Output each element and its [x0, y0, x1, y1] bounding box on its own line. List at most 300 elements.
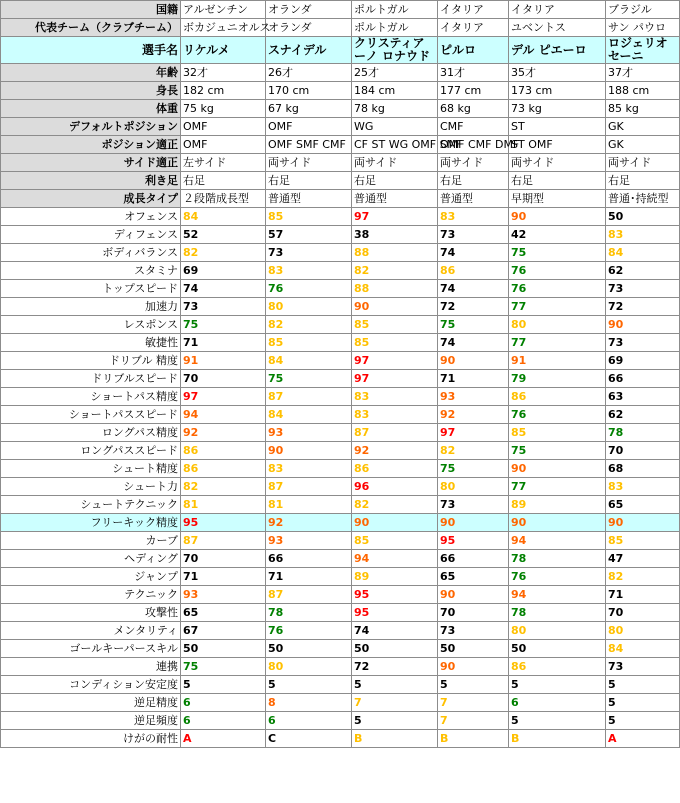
stat-value: A — [181, 730, 266, 748]
stat-value: 75 — [438, 316, 509, 334]
row-header: サイド適正 — [1, 154, 181, 172]
stat-value: 90 — [438, 352, 509, 370]
stat-value: 38 — [352, 226, 438, 244]
info-cell: 78 kg — [352, 100, 438, 118]
info-cell: ST — [509, 118, 606, 136]
stat-value: 77 — [509, 478, 606, 496]
stat-value: 74 — [438, 280, 509, 298]
stat-row — [1, 406, 680, 424]
info-cell: イタリア — [438, 19, 509, 37]
stat-value: 70 — [181, 550, 266, 568]
stat-value: 66 — [606, 370, 680, 388]
row-header: 国籍 — [1, 1, 181, 19]
stat-value: 82 — [606, 568, 680, 586]
stat-value: 75 — [181, 658, 266, 676]
stat-value: 82 — [352, 496, 438, 514]
stat-value: 78 — [266, 604, 352, 622]
stat-value: 74 — [438, 334, 509, 352]
stat-value: 86 — [509, 388, 606, 406]
stat-value: 73 — [606, 334, 680, 352]
stat-label: ショートパススピード — [1, 406, 181, 424]
stat-value: 71 — [266, 568, 352, 586]
stat-value: 86 — [509, 658, 606, 676]
stat-label: シュートテクニック — [1, 496, 181, 514]
stat-value: 95 — [181, 514, 266, 532]
stat-value: 90 — [352, 514, 438, 532]
stat-value: 95 — [352, 586, 438, 604]
stat-label: ロングパス精度 — [1, 424, 181, 442]
stat-value: 50 — [509, 640, 606, 658]
stat-value: 7 — [438, 694, 509, 712]
info-row — [1, 136, 680, 154]
stat-value: 71 — [438, 370, 509, 388]
stat-value: 85 — [352, 532, 438, 550]
info-cell: 170 cm — [266, 82, 352, 100]
info-row — [1, 19, 680, 37]
stat-value: 66 — [266, 550, 352, 568]
stat-value: 89 — [352, 568, 438, 586]
info-row — [1, 154, 680, 172]
info-row — [1, 172, 680, 190]
stat-value: 74 — [438, 244, 509, 262]
stat-value: 5 — [509, 676, 606, 694]
stat-value: 92 — [266, 514, 352, 532]
info-cell: 85 kg — [606, 100, 680, 118]
stat-value: 93 — [181, 586, 266, 604]
stat-value: 86 — [181, 460, 266, 478]
info-cell: 両サイド — [438, 154, 509, 172]
stat-label: ショートパス精度 — [1, 388, 181, 406]
row-header: 年齢 — [1, 64, 181, 82]
info-cell: CMF — [438, 118, 509, 136]
info-cell: 188 cm — [606, 82, 680, 100]
info-cell: OMF — [181, 118, 266, 136]
stat-value: 70 — [181, 370, 266, 388]
stat-row — [1, 478, 680, 496]
stat-value: 92 — [181, 424, 266, 442]
stat-value: 70 — [606, 442, 680, 460]
stat-label: 加速力 — [1, 298, 181, 316]
info-cell: ボカジュニオルス — [181, 19, 266, 37]
stat-row — [1, 676, 680, 694]
info-cell: イタリア — [509, 1, 606, 19]
stat-value: 70 — [438, 604, 509, 622]
stat-value: 97 — [352, 370, 438, 388]
stat-value: 5 — [352, 712, 438, 730]
stat-value: 90 — [352, 298, 438, 316]
stat-value: 80 — [438, 478, 509, 496]
stat-value: 94 — [509, 532, 606, 550]
info-cell: オランダ — [266, 19, 352, 37]
stat-row — [1, 532, 680, 550]
row-header: 成長タイプ — [1, 190, 181, 208]
stat-label: 連携 — [1, 658, 181, 676]
stat-value: 83 — [606, 226, 680, 244]
stat-value: 66 — [438, 550, 509, 568]
stat-label: ドリブルスピード — [1, 370, 181, 388]
stat-label: テクニック — [1, 586, 181, 604]
info-cell: ２段階成長型 — [181, 190, 266, 208]
stat-value: 85 — [352, 316, 438, 334]
stat-value: 75 — [509, 442, 606, 460]
stat-value: 74 — [181, 280, 266, 298]
stat-value: 70 — [606, 604, 680, 622]
info-cell: 普通型 — [352, 190, 438, 208]
info-cell: 右足 — [352, 172, 438, 190]
stat-label: フリーキック精度 — [1, 514, 181, 532]
stat-value: 67 — [181, 622, 266, 640]
stat-value: 74 — [352, 622, 438, 640]
info-cell: GK — [606, 136, 680, 154]
stat-value: 88 — [352, 280, 438, 298]
stat-value: 73 — [606, 280, 680, 298]
stat-value: 76 — [509, 406, 606, 424]
stat-value: 81 — [181, 496, 266, 514]
stat-label: ボディバランス — [1, 244, 181, 262]
info-cell: OMF — [181, 136, 266, 154]
stat-value: 76 — [509, 568, 606, 586]
stat-row — [1, 226, 680, 244]
stat-value: 80 — [509, 622, 606, 640]
info-cell: 普通･持続型 — [606, 190, 680, 208]
stat-value: 87 — [352, 424, 438, 442]
stat-value: 77 — [509, 298, 606, 316]
stat-value: 95 — [438, 532, 509, 550]
stat-value: 73 — [438, 622, 509, 640]
stat-label: オフェンス — [1, 208, 181, 226]
stat-value: 78 — [509, 604, 606, 622]
info-row — [1, 1, 680, 19]
stat-value: 6 — [181, 694, 266, 712]
stat-value: 50 — [438, 640, 509, 658]
stat-value: 93 — [266, 424, 352, 442]
row-header: ポジション適正 — [1, 136, 181, 154]
stat-value: 90 — [606, 316, 680, 334]
info-cell: 26才 — [266, 64, 352, 82]
stat-value: B — [352, 730, 438, 748]
stat-value: 85 — [266, 334, 352, 352]
info-cell: ピルロ — [438, 37, 509, 64]
stat-row — [1, 298, 680, 316]
stat-value: 50 — [181, 640, 266, 658]
info-cell: サン パウロ — [606, 19, 680, 37]
stat-row — [1, 640, 680, 658]
stat-value: 73 — [181, 298, 266, 316]
info-cell: ロジェリオ セーニ — [606, 37, 680, 64]
stat-value: 62 — [606, 406, 680, 424]
info-cell: 普通型 — [266, 190, 352, 208]
stat-value: 94 — [352, 550, 438, 568]
stat-row — [1, 424, 680, 442]
stat-value: 97 — [438, 424, 509, 442]
stat-label: ロングパススピード — [1, 442, 181, 460]
stat-value: 47 — [606, 550, 680, 568]
stat-label: 逆足精度 — [1, 694, 181, 712]
stat-value: 8 — [266, 694, 352, 712]
stat-value: 87 — [266, 388, 352, 406]
stat-value: 82 — [352, 262, 438, 280]
stat-value: 75 — [266, 370, 352, 388]
row-header: 利き足 — [1, 172, 181, 190]
stat-value: 83 — [606, 478, 680, 496]
info-cell: スナイデル — [266, 37, 352, 64]
row-header: 身長 — [1, 82, 181, 100]
stat-value: 76 — [509, 280, 606, 298]
stat-value: 94 — [181, 406, 266, 424]
stat-value: 65 — [181, 604, 266, 622]
stat-value: 87 — [266, 586, 352, 604]
stat-value: 96 — [352, 478, 438, 496]
stat-value: 80 — [509, 316, 606, 334]
info-cell: オランダ — [266, 1, 352, 19]
stat-value: 42 — [509, 226, 606, 244]
stat-value: 72 — [352, 658, 438, 676]
info-cell: デル ピエーロ — [509, 37, 606, 64]
stat-row — [1, 550, 680, 568]
info-cell: ブラジル — [606, 1, 680, 19]
stat-value: 91 — [509, 352, 606, 370]
info-cell: 両サイド — [509, 154, 606, 172]
stat-value: 73 — [438, 496, 509, 514]
stat-value: C — [266, 730, 352, 748]
info-row — [1, 100, 680, 118]
stat-value: 87 — [181, 532, 266, 550]
stat-value: 72 — [438, 298, 509, 316]
info-cell: ユベントス — [509, 19, 606, 37]
stat-row — [1, 712, 680, 730]
stat-label: 逆足頻度 — [1, 712, 181, 730]
stat-row — [1, 208, 680, 226]
info-cell: 両サイド — [266, 154, 352, 172]
info-cell: 68 kg — [438, 100, 509, 118]
stat-value: 94 — [509, 586, 606, 604]
stat-label: ヘディング — [1, 550, 181, 568]
info-cell: OMF SMF CMF — [266, 136, 352, 154]
stat-row — [1, 496, 680, 514]
stat-row — [1, 460, 680, 478]
stat-label: ジャンプ — [1, 568, 181, 586]
stat-row — [1, 352, 680, 370]
info-cell: リケルメ — [181, 37, 266, 64]
stat-value: 50 — [352, 640, 438, 658]
info-cell: 173 cm — [509, 82, 606, 100]
stat-value: 86 — [438, 262, 509, 280]
stat-row — [1, 514, 680, 532]
stat-value: 50 — [266, 640, 352, 658]
stat-value: 90 — [509, 514, 606, 532]
info-cell: ポルトガル — [352, 1, 438, 19]
stat-value: 7 — [438, 712, 509, 730]
stat-value: 5 — [181, 676, 266, 694]
stat-value: 76 — [509, 262, 606, 280]
stat-label: ドリブル 精度 — [1, 352, 181, 370]
stat-label: 敏捷性 — [1, 334, 181, 352]
stat-value: 7 — [352, 694, 438, 712]
stat-value: 82 — [438, 442, 509, 460]
stat-value: 75 — [438, 460, 509, 478]
stat-label: シュート力 — [1, 478, 181, 496]
stat-value: 57 — [266, 226, 352, 244]
table-body — [1, 1, 680, 748]
row-header: 代表チーム（クラブチーム） — [1, 19, 181, 37]
stat-row — [1, 370, 680, 388]
stat-value: 90 — [606, 514, 680, 532]
stat-value: 90 — [509, 460, 606, 478]
stat-value: 76 — [266, 622, 352, 640]
stat-value: 93 — [266, 532, 352, 550]
stat-value: 85 — [509, 424, 606, 442]
stat-label: コンディション安定度 — [1, 676, 181, 694]
stat-value: 65 — [606, 496, 680, 514]
info-cell: 35才 — [509, 64, 606, 82]
info-cell: 右足 — [606, 172, 680, 190]
stat-value: 84 — [606, 640, 680, 658]
stat-value: 97 — [352, 352, 438, 370]
row-header: デフォルトポジション — [1, 118, 181, 136]
stat-row — [1, 730, 680, 748]
stat-value: 73 — [606, 658, 680, 676]
stat-label: スタミナ — [1, 262, 181, 280]
stat-value: 80 — [266, 298, 352, 316]
stat-row — [1, 586, 680, 604]
stat-value: 88 — [352, 244, 438, 262]
info-row — [1, 64, 680, 82]
stat-row — [1, 334, 680, 352]
stat-label: シュート精度 — [1, 460, 181, 478]
stat-row — [1, 442, 680, 460]
stat-value: 90 — [438, 658, 509, 676]
info-cell: 37才 — [606, 64, 680, 82]
info-cell: ST OMF — [509, 136, 606, 154]
info-cell: イタリア — [438, 1, 509, 19]
row-header: 体重 — [1, 100, 181, 118]
info-cell: クリスティアーノ ロナウド — [352, 37, 438, 64]
stat-value: B — [438, 730, 509, 748]
info-cell: 75 kg — [181, 100, 266, 118]
stat-value: 65 — [438, 568, 509, 586]
stat-row — [1, 388, 680, 406]
info-row — [1, 118, 680, 136]
stat-value: 84 — [266, 406, 352, 424]
stat-value: 5 — [606, 712, 680, 730]
stat-value: 75 — [181, 316, 266, 334]
stat-value: 90 — [509, 208, 606, 226]
stat-value: 82 — [181, 478, 266, 496]
stat-value: 83 — [352, 406, 438, 424]
stat-label: けがの耐性 — [1, 730, 181, 748]
stat-value: 91 — [181, 352, 266, 370]
info-cell: WG — [352, 118, 438, 136]
info-cell: GK — [606, 118, 680, 136]
stat-value: 86 — [352, 460, 438, 478]
stat-value: 92 — [352, 442, 438, 460]
stat-value: 5 — [606, 676, 680, 694]
stat-value: 92 — [438, 406, 509, 424]
stat-value: A — [606, 730, 680, 748]
stat-value: 5 — [266, 676, 352, 694]
stat-value: 85 — [352, 334, 438, 352]
stat-value: 85 — [606, 532, 680, 550]
info-row — [1, 37, 680, 64]
stat-value: 6 — [181, 712, 266, 730]
stat-value: 97 — [352, 208, 438, 226]
info-cell: 左サイド — [181, 154, 266, 172]
stat-value: 97 — [181, 388, 266, 406]
info-cell: 普通型 — [438, 190, 509, 208]
stat-value: 78 — [509, 550, 606, 568]
stat-value: 82 — [181, 244, 266, 262]
info-cell: 32才 — [181, 64, 266, 82]
info-row — [1, 82, 680, 100]
stat-value: 90 — [438, 586, 509, 604]
stat-value: 6 — [266, 712, 352, 730]
stat-value: 5 — [352, 676, 438, 694]
stat-label: ディフェンス — [1, 226, 181, 244]
stat-row — [1, 568, 680, 586]
info-cell: 右足 — [181, 172, 266, 190]
info-cell: 25才 — [352, 64, 438, 82]
stat-value: 71 — [181, 334, 266, 352]
stat-row — [1, 622, 680, 640]
stat-value: 71 — [181, 568, 266, 586]
stat-value: 83 — [266, 262, 352, 280]
stat-value: 83 — [266, 460, 352, 478]
stat-row — [1, 280, 680, 298]
stat-value: 84 — [266, 352, 352, 370]
stat-value: 84 — [181, 208, 266, 226]
stat-value: 73 — [438, 226, 509, 244]
stat-value: 52 — [181, 226, 266, 244]
stat-row — [1, 658, 680, 676]
stat-value: B — [509, 730, 606, 748]
stat-value: 83 — [438, 208, 509, 226]
info-cell: OMF — [266, 118, 352, 136]
stat-value: 80 — [606, 622, 680, 640]
stat-value: 76 — [266, 280, 352, 298]
stat-row — [1, 316, 680, 334]
info-cell: OMF CMF DMF — [438, 136, 509, 154]
info-cell: CF ST WG OMF SMF — [352, 136, 438, 154]
stat-value: 89 — [509, 496, 606, 514]
stat-value: 73 — [266, 244, 352, 262]
info-cell: 182 cm — [181, 82, 266, 100]
info-cell: 両サイド — [352, 154, 438, 172]
stat-value: 85 — [266, 208, 352, 226]
stat-value: 90 — [266, 442, 352, 460]
stat-value: 5 — [438, 676, 509, 694]
stat-value: 50 — [606, 208, 680, 226]
stat-value: 6 — [509, 694, 606, 712]
stat-value: 83 — [352, 388, 438, 406]
stat-label: カーブ — [1, 532, 181, 550]
stat-label: 攻撃性 — [1, 604, 181, 622]
info-cell: アルゼンチン — [181, 1, 266, 19]
info-cell: 31才 — [438, 64, 509, 82]
stat-value: 87 — [266, 478, 352, 496]
stat-value: 62 — [606, 262, 680, 280]
stat-value: 93 — [438, 388, 509, 406]
info-cell: 右足 — [266, 172, 352, 190]
info-cell: 177 cm — [438, 82, 509, 100]
stat-row — [1, 262, 680, 280]
info-cell: 184 cm — [352, 82, 438, 100]
stat-value: 69 — [606, 352, 680, 370]
info-cell: 右足 — [438, 172, 509, 190]
stat-label: レスポンス — [1, 316, 181, 334]
info-cell: ポルトガル — [352, 19, 438, 37]
row-header: 選手名 — [1, 37, 181, 64]
stat-label: トップスピード — [1, 280, 181, 298]
